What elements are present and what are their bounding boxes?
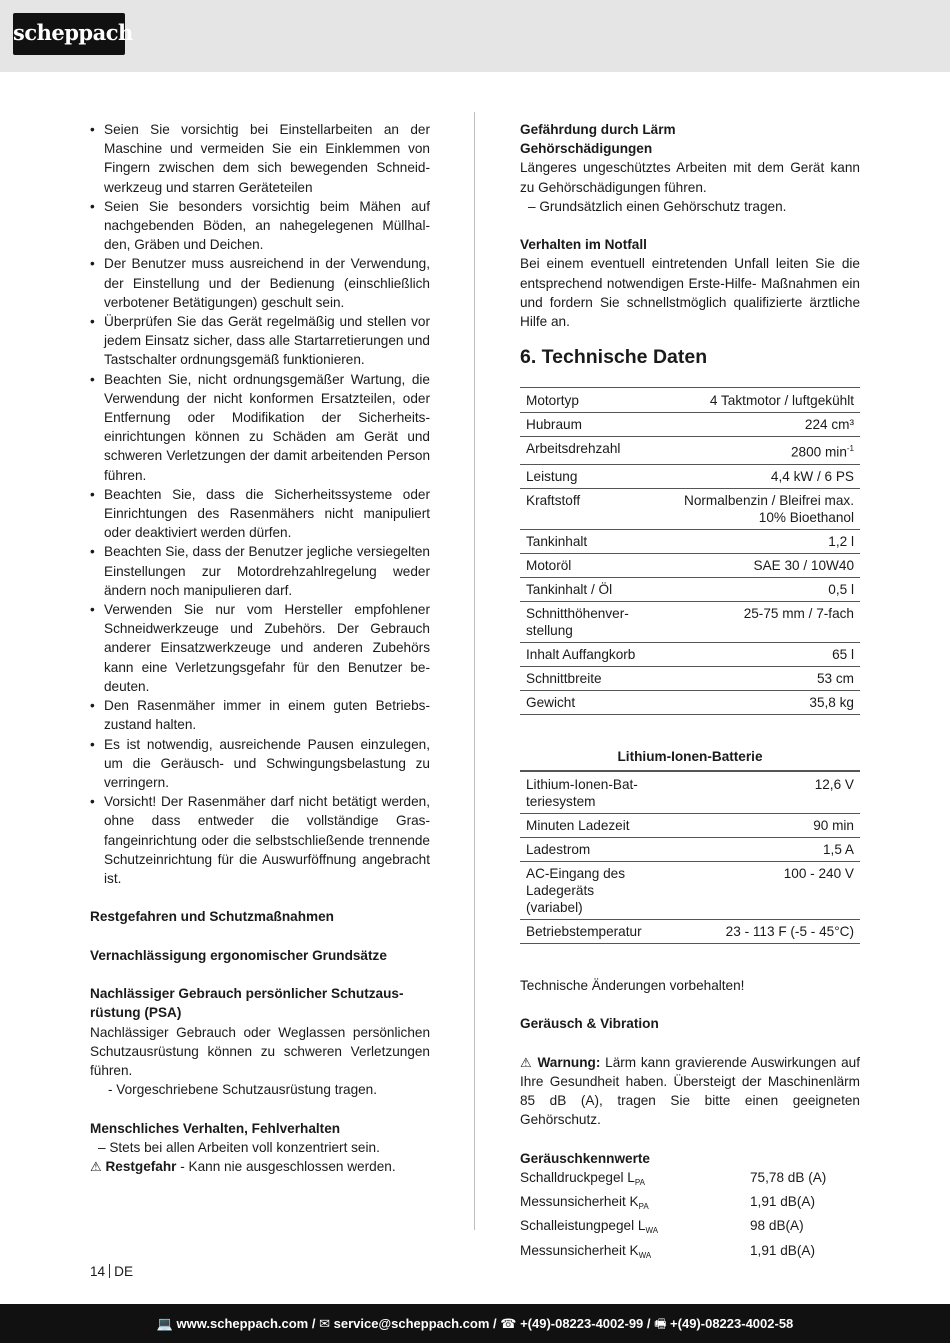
table-row [520, 413, 860, 437]
heading-ergonomie: Vernachlässigung ergonomischer Grundsätze [90, 947, 387, 963]
phone-icon: ☎ [500, 1316, 517, 1331]
spec-key: Schnitthöhenverstellung [520, 601, 650, 642]
spec-value: 23 - 113 F (-5 - 45°C) [650, 919, 860, 943]
footer-fax: +(49)-08223-4002-58 [670, 1316, 794, 1331]
heading-laerm: Gefährdung durch Lärm [520, 122, 676, 137]
heading-gehoer: Gehörschädigungen [520, 141, 653, 157]
spec-value: 65 l [650, 642, 860, 666]
noise-value: 1,91 dB(A) [750, 1194, 815, 1210]
heading-notfall: Verhalten im Notfall [520, 237, 647, 253]
mail-icon: ✉ [319, 1316, 330, 1331]
spec-table [520, 387, 860, 715]
noise-value: 98 dB(A) [750, 1218, 804, 1234]
spec-value: 12,6 V [650, 771, 860, 813]
spec-value: 224 cm³ [650, 413, 860, 437]
noise-row [520, 1241, 860, 1265]
safety-bullet-list [90, 120, 430, 888]
spec-key: Tankinhalt [520, 529, 650, 553]
noise-warning [520, 1053, 860, 1130]
spec-value: 35,8 kg [650, 690, 860, 714]
list-item: • Beachten Sie, dass die Sicherheitssysteme oder Einrichtungen des Rasenmähers nicht manipuliert oder deaktiviert werden dürfen. [90, 485, 430, 543]
spec-key: Hubraum [520, 413, 650, 437]
footer-email-link[interactable]: service@scheppach.com [333, 1316, 490, 1331]
list-item: • Überprüfen Sie das Gerät regelmäßig und stellen vor jedem Einsatz sicher, dass alle Startarretierungen und Tastschalter ordnungsgemäß funktionieren. [90, 312, 430, 370]
page-number-value: 14 [90, 1264, 106, 1279]
list-item: • Vorsicht! Der Rasenmäher darf nicht betätigt werden, ohne dass entweder die vollständige Grasfangeinrichtung oder die selbstschließende trennende Schutzeinrichtung für die Auswurföffnung angebracht ist. [90, 792, 430, 888]
laerm-item: – Grundsätzlich einen Gehörschutz tragen. [528, 198, 787, 214]
heading-geraeusch: Geräusch & Vibration [520, 1016, 659, 1032]
table-row [520, 690, 860, 714]
table-row [520, 553, 860, 577]
list-item: • Seien Sie besonders vorsichtig beim Mähen auf nachgebenden Böden, an nahegelegenen Müllhalden, Gräben und Deichen. [90, 197, 430, 255]
warning-icon: ⚠ [90, 1158, 102, 1174]
spec-value-text: 2800 min [790, 444, 847, 460]
table-row [520, 919, 860, 943]
scheppach-logo: scheppach [13, 13, 125, 55]
spec-value: Normalbenzin / Bleifrei max. 10% Bioethanol [650, 488, 860, 529]
battery-table [520, 771, 860, 944]
list-item: • Den Rasenmäher immer in einem guten Betriebszustand halten. [90, 696, 430, 734]
page-language: DE [114, 1264, 134, 1279]
noise-sub: PA [638, 1202, 649, 1212]
right-column [520, 120, 860, 1265]
footer-separator: / [643, 1316, 655, 1331]
spec-value: 0,5 l [650, 577, 860, 601]
changes-note: Technische Änderungen vorbehalten! [520, 977, 745, 993]
laerm-text: Längeres ungeschütztes Arbeiten mit dem Gerät kann zu Gehörschädigungen führen. [520, 160, 860, 195]
footer-phone: +(49)-08223-4002-99 [520, 1316, 644, 1331]
header-bar [0, 0, 950, 72]
table-row [520, 388, 860, 413]
computer-icon: 💻 [156, 1316, 173, 1331]
restgefahr-label: Restgefahr [105, 1158, 177, 1174]
spec-key: Kraftstoff [520, 488, 650, 529]
noise-value: 75,78 dB (A) [750, 1169, 827, 1185]
spec-value: 1,5 A [650, 837, 860, 861]
left-column [90, 120, 430, 1176]
table-row [520, 529, 860, 553]
spec-key: Betriebstemperatur [520, 919, 650, 943]
spec-value-sup: -1 [846, 444, 854, 454]
spec-key: Tankinhalt / Öl [520, 577, 650, 601]
restgefahr-line [90, 1157, 430, 1176]
footer-bar [0, 1304, 950, 1343]
table-row [520, 642, 860, 666]
noise-row [520, 1192, 860, 1216]
table-row [520, 488, 860, 529]
spec-key: Arbeitsdrehzahl [520, 437, 650, 465]
warning-icon: ⚠ [520, 1054, 533, 1070]
column-divider [474, 112, 475, 1230]
spec-value: 25-75 mm / 7-fach [650, 601, 860, 642]
verhalten-item: – Stets bei allen Arbeiten voll konzentriert sein. [98, 1139, 380, 1155]
spec-value: 53 cm [650, 666, 860, 690]
spec-value: 1,2 l [650, 529, 860, 553]
heading-restgefahren: Restgefahren und Schutzmaßnahmen [90, 909, 334, 925]
heading-verhalten: Menschliches Verhalten, Fehlverhalten [90, 1120, 341, 1136]
footer-website-link[interactable]: www.scheppach.com [176, 1316, 309, 1331]
spec-key: Schnittbreite [520, 666, 650, 690]
psa-text: Nachlässiger Gebrauch oder Weglassen persönlichen Schutzausrüstung können zu schweren Verletzungen führen. [90, 1024, 430, 1078]
list-item: • Seien Sie vorsichtig bei Einstellarbeiten an der Maschine und vermeiden Sie ein Einklemmen von Fingern zwischen dem sich bewegenden Schneidwerkzeug und starren Geräteteilen [90, 120, 430, 197]
battery-table-title: Lithium-Ionen-Batterie [520, 741, 860, 771]
table-row [520, 666, 860, 690]
list-item: • Beachten Sie, dass der Benutzer jegliche versiegelten Einstellungen zur Motordrehzahlregelung weder ändern noch manipulieren darf. [90, 542, 430, 600]
noise-sub: WA [638, 1250, 652, 1260]
spec-key: Ladestrom [520, 837, 650, 861]
noise-row [520, 1168, 860, 1192]
noise-value: 1,91 dB(A) [750, 1242, 815, 1258]
footer-separator: / [308, 1316, 320, 1331]
list-item: • Der Benutzer muss ausreichend in der Verwendung, der Einstellung und der Bedienung (einschließlich verbotener Betätigungen) geschult sein. [90, 254, 430, 312]
spec-value: 100 - 240 V [650, 861, 860, 919]
list-item: • Es ist notwendig, ausreichende Pausen einzulegen, um die Geräusch- und Schwingungsbelastung zu verringern. [90, 735, 430, 793]
notfall-text: Bei einem eventuell eintretenden Unfall leiten Sie die entsprechend notwendigen Erste-Hilfe- Maßnahmen ein und fordern Sie schnellstmöglich qualifizierte ärztliche Hilfe an. [520, 256, 860, 330]
spec-value: 90 min [650, 813, 860, 837]
psa-item: - Vorgeschriebene Schutzausrüstung tragen. [108, 1082, 378, 1098]
spec-value: 4 Taktmotor / luftgekühlt [650, 388, 860, 413]
noise-sub: PA [634, 1177, 645, 1187]
spec-key: Motortyp [520, 388, 650, 413]
heading-psa: Nachlässiger Gebrauch persönlicher Schutzausrüstung (PSA) [90, 986, 404, 1021]
list-item: • Verwenden Sie nur vom Hersteller empfohlener Schneidwerkzeuge und Zubehörs. Der Gebrauch anderer Einsatzwerkzeuge und anderen Zubehörs kann eine Verletzungsgefahr für den Benutzer bedeuten. [90, 600, 430, 696]
noise-sub: WA [645, 1226, 659, 1236]
spec-key: AC-Eingang des Ladegeräts (variabel) [520, 861, 650, 919]
noise-label: Messunsicherheit K [520, 1242, 639, 1258]
warning-label: Warnung: [537, 1054, 601, 1070]
spec-value: 4,4 kW / 6 PS [650, 464, 860, 488]
spec-value [650, 437, 860, 465]
spec-key: Inhalt Auffangkorb [520, 642, 650, 666]
spec-key: Motoröl [520, 553, 650, 577]
table-row [520, 813, 860, 837]
heading-kennwerte: Geräuschkennwerte [520, 1150, 650, 1166]
restgefahr-text: - Kann nie ausgeschlossen werden. [176, 1158, 396, 1174]
table-row [520, 437, 860, 465]
spec-value: SAE 30 / 10W40 [650, 553, 860, 577]
table-row [520, 601, 860, 642]
warning-text: Lärm kann gravierende Auswirkungen auf Ihre Gesundheit haben. Übersteigt der Maschinenlärm 85 dB (A), tragen Sie bitte einen geeigneten Gehörschutz. [520, 1054, 860, 1128]
noise-label: Schalleistungpegel L [520, 1218, 646, 1234]
table-row [520, 837, 860, 861]
noise-label: Messunsicherheit K [520, 1194, 639, 1210]
table-row [520, 577, 860, 601]
list-item: • Beachten Sie, nicht ordnungsgemäßer Wartung, die Verwendung der nicht konformen Ersatzteilen, oder Entfernung oder Modifikation der Sicherheitseinrichtungen können zu Schäden am Gerät und schweren Verletzungen der damit arbeitenden Person führen. [90, 370, 430, 485]
noise-row [520, 1216, 860, 1240]
footer-separator: / [489, 1316, 501, 1331]
table-row [520, 771, 860, 813]
table-row [520, 464, 860, 488]
fax-icon: 🖷 [654, 1316, 667, 1331]
spec-key: Leistung [520, 464, 650, 488]
spec-key: Gewicht [520, 690, 650, 714]
page-number [90, 1264, 133, 1279]
table-row [520, 861, 860, 919]
spec-key: Minuten Ladezeit [520, 813, 650, 837]
spec-key: Lithium-Ionen-Batteriesystem [520, 771, 650, 813]
section-title: 6. Technische Daten [520, 346, 708, 369]
noise-label: Schalldruckpegel L [520, 1169, 635, 1185]
